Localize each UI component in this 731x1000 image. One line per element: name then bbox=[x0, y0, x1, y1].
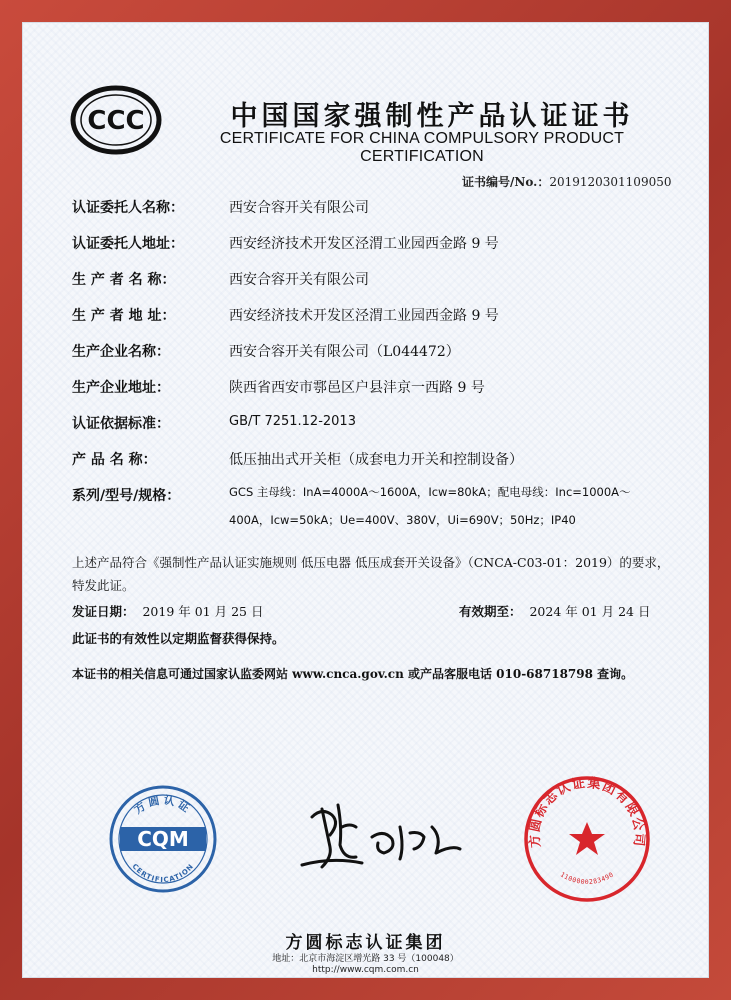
issuer-website: http://www.cqm.com.cn bbox=[312, 965, 419, 975]
manufacturer-name-value: 西安合容开关有限公司 bbox=[229, 272, 369, 288]
product-name-label: 产 品 名 称： bbox=[72, 452, 157, 468]
certificate-number-value: 2019120301109050 bbox=[549, 175, 672, 189]
certificate-number-label: 证书编号/No.： bbox=[462, 175, 550, 189]
applicant-name-value: 西安合容开关有限公司 bbox=[229, 200, 369, 216]
certificate-title-en: CERTIFICATE FOR CHINA COMPULSORY PRODUCT CERTIFICATION bbox=[219, 130, 625, 165]
applicant-name-label: 认证委托人名称： bbox=[72, 200, 184, 216]
seal-star-icon bbox=[569, 822, 605, 855]
svg-text:方圆认证 bbox=[131, 793, 195, 817]
certificate-paper bbox=[22, 22, 709, 978]
signature-icon bbox=[292, 787, 472, 887]
applicant-address-label: 认证委托人地址： bbox=[72, 236, 184, 252]
compliance-statement-line1: 上述产品符合《强制性产品认证实施规则 低压电器 低压成套开关设备》（CNCA-C03-01：2019）的要求， bbox=[72, 555, 670, 570]
ccc-logo-icon bbox=[70, 84, 162, 156]
factory-name-label: 生产企业名称： bbox=[72, 344, 170, 360]
factory-name-value: 西安合容开关有限公司（L044472） bbox=[229, 344, 460, 360]
expiry-date bbox=[459, 602, 650, 620]
manufacturer-name-label: 生 产 者 名 称： bbox=[72, 272, 176, 288]
certificate-number bbox=[462, 173, 671, 190]
product-name-value: 低压抽出式开关柜（成套电力开关和控制设备） bbox=[229, 452, 523, 468]
company-seal-icon bbox=[522, 774, 652, 904]
validity-note: 此证书的有效性以定期监督获得保持。 bbox=[72, 631, 285, 646]
info-note: 本证书的相关信息可通过国家认监委网站 www.cnca.gov.cn 或产品客服电话 010-68718798 查询。 bbox=[72, 667, 634, 681]
expiry-date-value: 2024 年 01 月 24 日 bbox=[529, 604, 651, 619]
certificate-title-cn: 中国国家强制性产品认证证书 bbox=[230, 101, 634, 132]
ccc-logo-text: CCC bbox=[87, 106, 145, 136]
standard-label: 认证依据标准： bbox=[72, 416, 170, 432]
manufacturer-address-value: 西安经济技术开发区泾渭工业园西金路 9 号 bbox=[229, 308, 499, 324]
model-spec-label: 系列/型号/规格： bbox=[72, 488, 181, 504]
compliance-statement-line2: 特发此证。 bbox=[72, 578, 135, 593]
company-seal-text: 方圆标志认证集团有限公司 bbox=[527, 775, 647, 849]
issue-date-value: 2019 年 01 月 25 日 bbox=[142, 604, 264, 619]
expiry-date-label: 有效期至： bbox=[459, 604, 522, 619]
standard-value: GB/T 7251.12-2013 bbox=[229, 414, 356, 429]
company-seal-number: 1100000283490 bbox=[558, 870, 616, 887]
factory-address-label: 生产企业地址： bbox=[72, 380, 170, 396]
cqm-seal-icon bbox=[108, 784, 218, 894]
manufacturer-address-label: 生 产 者 地 址： bbox=[72, 308, 176, 324]
cqm-seal-mid-text: CQM bbox=[137, 827, 189, 851]
cqm-seal-top-text: 方圆认证 bbox=[131, 793, 195, 817]
issuer-address: 地址：北京市海淀区增光路 33 号（100048） bbox=[272, 954, 459, 964]
model-spec-value-line2: 400A，Icw=50kA；Ue=400V、380V，Ui=690V；50Hz；IP40 bbox=[229, 513, 576, 527]
issuer-name: 方圆标志认证集团 bbox=[285, 933, 446, 953]
issue-date-label: 发证日期： bbox=[72, 604, 135, 619]
applicant-address-value: 西安经济技术开发区泾渭工业园西金路 9 号 bbox=[229, 236, 499, 252]
svg-text:1100000283490 bbox=[559, 870, 615, 886]
model-spec-value-line1: GCS 主母线：InA=4000A～1600A，Icw=80kA；配电母线：Inc=1000A～ bbox=[229, 485, 631, 499]
issue-date bbox=[72, 602, 263, 620]
svg-text:CERTIFICATION bbox=[130, 862, 195, 884]
cqm-seal-bottom-text: CERTIFICATION bbox=[130, 862, 196, 885]
factory-address-value: 陕西省西安市鄠邑区户县沣京一西路 9 号 bbox=[229, 380, 485, 396]
